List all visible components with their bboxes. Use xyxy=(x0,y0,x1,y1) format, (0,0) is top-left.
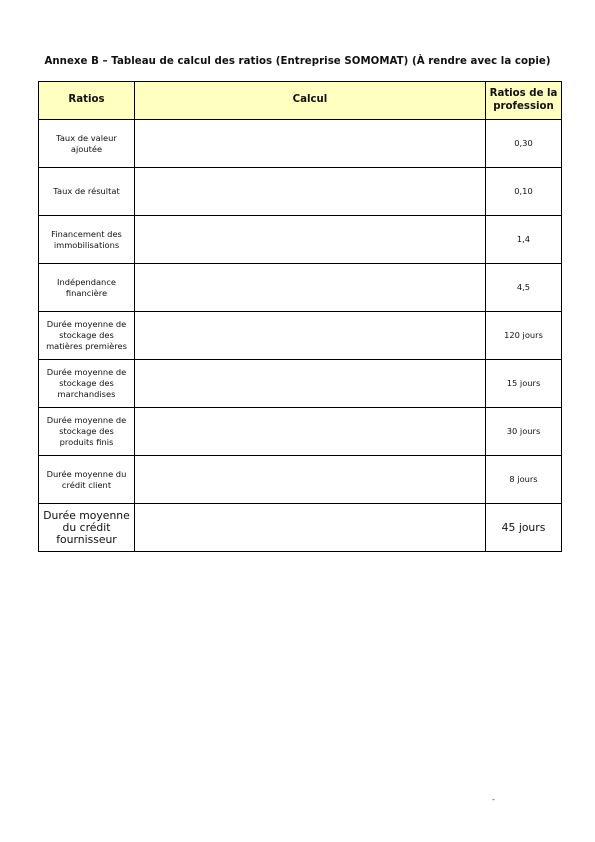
page-title: Annexe B – Tableau de calcul des ratios (Entreprise SOMOMAT) (À rendre avec la copie) xyxy=(44,56,551,67)
calcul-input-cell[interactable] xyxy=(135,264,486,312)
header-calcul: Calcul xyxy=(135,82,486,120)
profession-value-cell: 0,10 xyxy=(486,168,562,216)
profession-value-cell: 1,4 xyxy=(486,216,562,264)
profession-value-cell: 120 jours xyxy=(486,312,562,360)
table-row xyxy=(39,456,562,504)
ratio-name-cell: Durée moyenne de stockage des matières premières xyxy=(39,312,135,360)
calcul-input-cell[interactable] xyxy=(135,312,486,360)
profession-value-cell: 30 jours xyxy=(486,408,562,456)
calcul-input-cell[interactable] xyxy=(135,360,486,408)
ratio-name-cell: Taux de valeur ajoutée xyxy=(39,120,135,168)
table-row xyxy=(39,216,562,264)
ratio-name-cell: Durée moyenne du crédit client xyxy=(39,456,135,504)
calcul-input-cell[interactable] xyxy=(135,216,486,264)
calcul-input-cell[interactable] xyxy=(135,408,486,456)
table-header-row xyxy=(39,82,562,120)
calcul-input-cell[interactable] xyxy=(135,120,486,168)
ratio-name-cell: Durée moyenne du crédit fournisseur xyxy=(39,504,135,552)
table-row xyxy=(39,504,562,552)
table-row xyxy=(39,360,562,408)
calcul-input-cell[interactable] xyxy=(135,168,486,216)
header-profession: Ratios de la profession xyxy=(486,82,562,120)
profession-value-cell: 8 jours xyxy=(486,456,562,504)
calcul-input-cell[interactable] xyxy=(135,504,486,552)
profession-value-cell: 4,5 xyxy=(486,264,562,312)
ratio-name-cell: Durée moyenne de stockage des marchandises xyxy=(39,360,135,408)
calcul-input-cell[interactable] xyxy=(135,456,486,504)
ratio-name-cell: Durée moyenne de stockage des produits finis xyxy=(39,408,135,456)
profession-value-cell: 0,30 xyxy=(486,120,562,168)
header-ratios: Ratios xyxy=(39,82,135,120)
table-row xyxy=(39,168,562,216)
ratio-name-cell: Financement des immobilisations xyxy=(39,216,135,264)
table-row xyxy=(39,120,562,168)
ratio-name-cell: Indépendance financière xyxy=(39,264,135,312)
table-row xyxy=(39,264,562,312)
table-row xyxy=(39,408,562,456)
ratios-table xyxy=(38,81,562,552)
profession-value-cell: 45 jours xyxy=(486,504,562,552)
profession-value-cell: 15 jours xyxy=(486,360,562,408)
table-row xyxy=(39,312,562,360)
footer-mark: - xyxy=(492,795,495,804)
ratio-name-cell: Taux de résultat xyxy=(39,168,135,216)
